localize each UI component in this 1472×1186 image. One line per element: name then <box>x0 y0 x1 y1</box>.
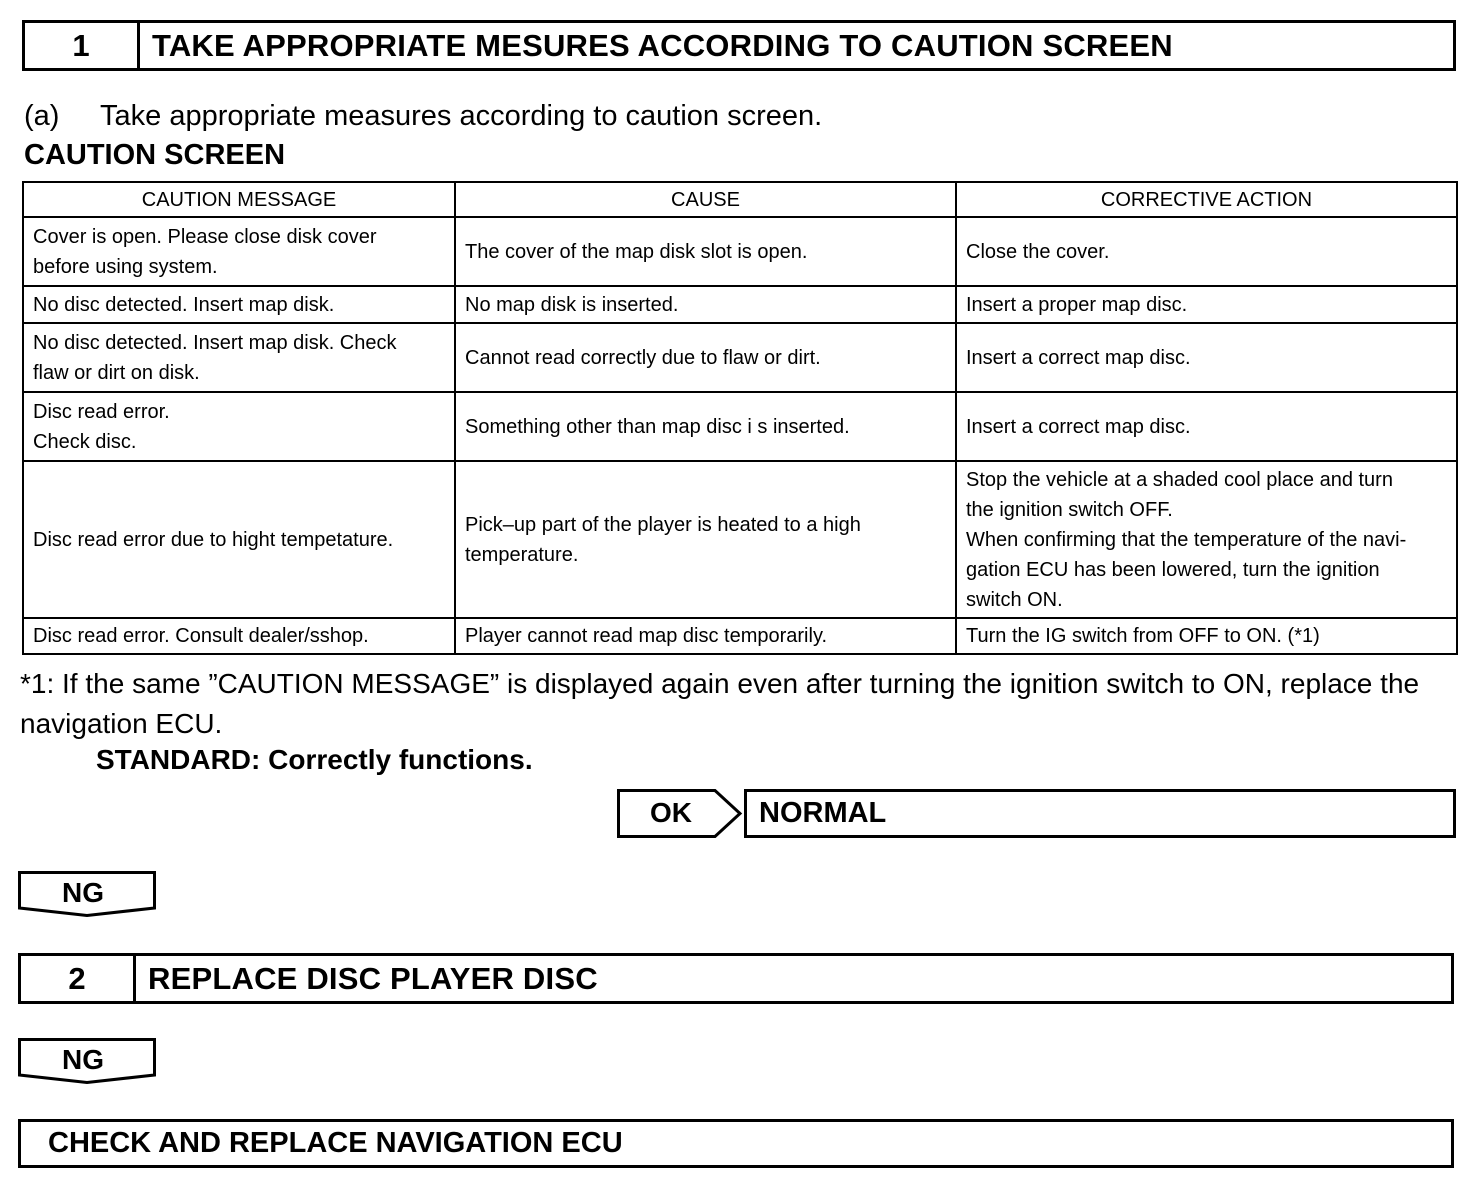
table-row <box>23 323 1457 392</box>
cell-cause: No map disk is inserted. <box>455 286 956 323</box>
intro-label: (a) <box>24 100 60 132</box>
cell-cause: The cover of the map disk slot is open. <box>455 217 956 286</box>
footnote: *1: If the same ”CAUTION MESSAGE” is displayed again even after turning the ignition switch to ON, replace the navigation ECU. <box>20 668 1420 739</box>
ng-branch-tag-2 <box>18 1038 156 1084</box>
cell-corrective-action: Insert a correct map disc. <box>956 323 1457 392</box>
ng-tag-label: NG <box>62 1044 104 1075</box>
table-row <box>23 392 1457 461</box>
step-1-header <box>22 20 1456 71</box>
step-1-number: 1 <box>25 23 140 68</box>
caution-screen-heading: CAUTION SCREEN <box>24 139 286 171</box>
final-action-box: CHECK AND REPLACE NAVIGATION ECU <box>18 1119 1454 1168</box>
cell-cause: Pick–up part of the player is heated to a high temperature. <box>455 461 956 618</box>
table-row <box>23 217 1457 286</box>
normal-result-box: NORMAL <box>744 789 1456 838</box>
ng-branch-tag-1 <box>18 871 156 917</box>
column-header-caution-message: CAUTION MESSAGE <box>23 182 455 217</box>
cell-caution-message: Cover is open. Please close disk cover before using system. <box>23 217 455 286</box>
caution-table <box>22 181 1458 655</box>
cell-corrective-action: Close the cover. <box>956 217 1457 286</box>
column-header-corrective-action: CORRECTIVE ACTION <box>956 182 1457 217</box>
cell-caution-message: Disc read error due to hight tempetature. <box>23 461 455 618</box>
table-row <box>23 461 1457 618</box>
cell-caution-message: No disc detected. Insert map disk. <box>23 286 455 323</box>
cell-cause: Player cannot read map disc temporarily. <box>455 618 956 654</box>
cell-cause: Cannot read correctly due to flaw or dirt. <box>455 323 956 392</box>
intro-line <box>24 100 822 133</box>
intro-text: Take appropriate measures according to caution screen. <box>100 100 823 132</box>
step-2-header <box>18 953 1454 1004</box>
table-header-row <box>23 182 1457 217</box>
step-2-title: REPLACE DISC PLAYER DISC <box>148 960 598 996</box>
ok-branch-tag <box>617 789 743 838</box>
cell-caution-message: No disc detected. Insert map disk. Check flaw or dirt on disk. <box>23 323 455 392</box>
cell-cause: Something other than map disc i s inserted. <box>455 392 956 461</box>
standard-line: STANDARD: Correctly functions. <box>96 744 533 775</box>
cell-corrective-action: Insert a correct map disc. <box>956 392 1457 461</box>
cell-corrective-action: Stop the vehicle at a shaded cool place and turn the ignition switch OFF. When confirming that the temperature of the navi- gation ECU has been lowered, turn the ignition switch ON. <box>956 461 1457 618</box>
step-1-title: TAKE APPROPRIATE MESURES ACCORDING TO CAUTION SCREEN <box>152 27 1173 63</box>
column-header-cause: CAUSE <box>455 182 956 217</box>
cell-corrective-action: Insert a proper map disc. <box>956 286 1457 323</box>
step-2-number: 2 <box>21 956 136 1001</box>
cell-corrective-action: Turn the IG switch from OFF to ON. (*1) <box>956 618 1457 654</box>
table-row <box>23 286 1457 323</box>
table-row <box>23 618 1457 654</box>
ng-tag-label: NG <box>62 877 104 908</box>
cell-caution-message: Disc read error. Check disc. <box>23 392 455 461</box>
cell-caution-message: Disc read error. Consult dealer/sshop. <box>23 618 455 654</box>
ok-tag-label: OK <box>650 797 692 828</box>
